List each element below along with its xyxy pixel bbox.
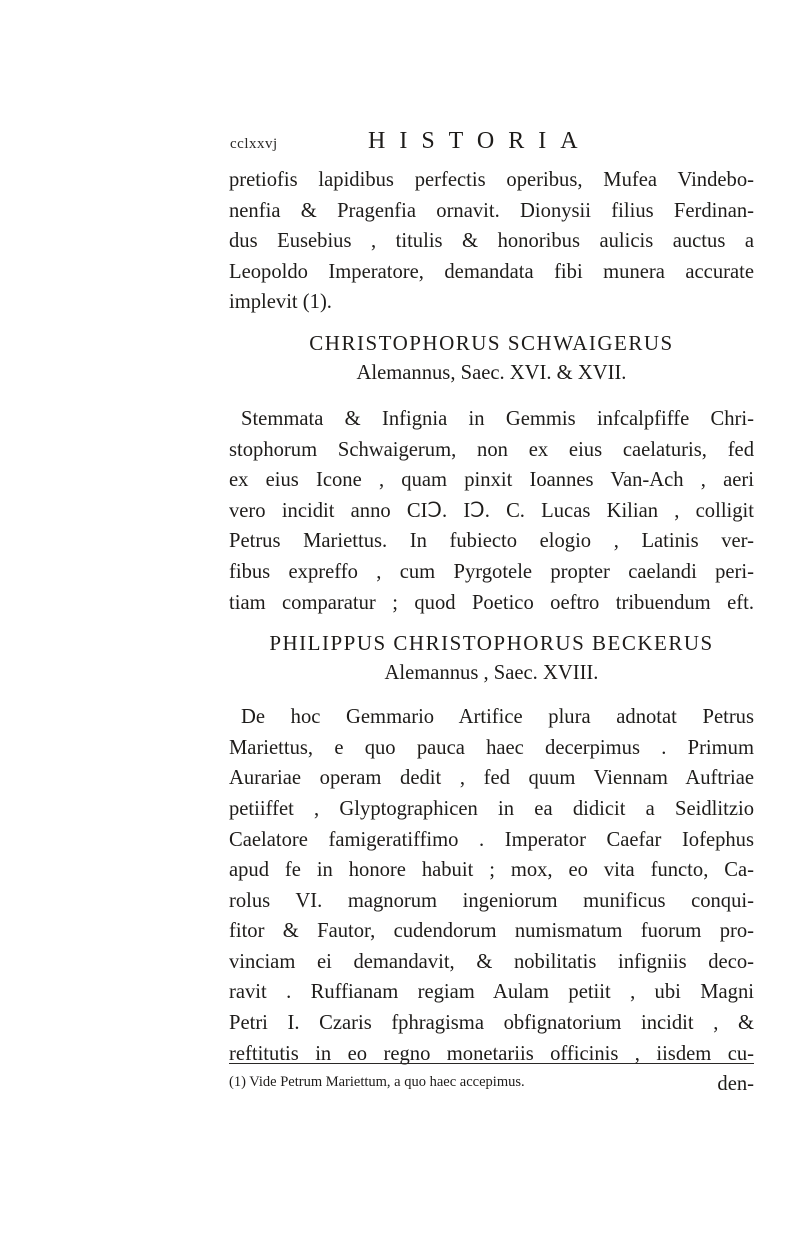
text-line: Caelatore famigeratiffimo . Imperator Caefar Iofephus <box>229 828 754 851</box>
heading-subtitle: Alemannus , Saec. XVIII. <box>384 662 599 685</box>
text-line: ex eius Icone , quam pinxit Ioannes Van-Ach , aeri <box>229 469 754 492</box>
text-line: vero incidit anno CIↃ. IↃ. C. Lucas Kilian , colligit <box>229 499 754 522</box>
text-line: rolus VI. magnorum ingeniorum munificus conqui- <box>229 889 754 912</box>
text-line: Stemmata & Infignia in Gemmis infcalpfiffe Chri- <box>241 407 754 430</box>
text-line: fitor & Fautor, cudendorum numismatum fuorum pro- <box>229 920 754 943</box>
text-line: dus Eusebius , titulis & honoribus aulicis auctus a <box>229 230 754 253</box>
text-line: pretiofis lapidibus perfectis operibus, Mufea Vindebo- <box>229 169 754 191</box>
text-line: Leopoldo Imperatore, demandata fibi munera accurate <box>229 260 754 283</box>
text-line: implevit (1). <box>229 291 332 314</box>
heading-name: CHRISTOPHORUS SCHWAIGERUS <box>309 330 674 355</box>
footnote-rule <box>229 1063 754 1064</box>
text-line: petiiffet , Glyptographicen in ea didicit a Seidlitzio <box>229 797 754 820</box>
text-line: ravit . Ruffianam regiam Aulam petiit , ubi Magni <box>229 981 754 1004</box>
text-line: stophorum Schwaigerum, non ex eius caelaturis, fed <box>229 438 754 461</box>
paragraph-schwaigerus <box>229 404 754 618</box>
main-text <box>229 165 754 1100</box>
section-heading-beckerus <box>229 628 754 688</box>
text-line: De hoc Gemmario Artifice plura adnotat Petrus <box>241 706 754 729</box>
text-line: vinciam ei demandavit, & nobilitatis infigniis deco- <box>229 950 754 973</box>
page-header <box>230 128 750 162</box>
heading-subtitle: Alemannus, Saec. XVI. & XVII. <box>356 361 627 384</box>
text-line: tiam comparatur ; quod Poetico oeftro tribuendum eft. <box>229 591 754 614</box>
catchword: den- <box>717 1073 754 1096</box>
paragraph-beckerus <box>229 702 754 1100</box>
running-title: HISTORIA <box>368 128 592 154</box>
text-line: Petrus Mariettus. In fubiecto elogio , Latinis ver- <box>229 530 754 553</box>
text-line: reftitutis in eo regno monetariis officinis , iisdem cu- <box>229 1042 754 1065</box>
text-line: Mariettus, e quo pauca haec decerpimus . Primum <box>229 736 754 759</box>
section-heading-schwaigerus <box>229 328 754 388</box>
page-number: cclxxvj <box>230 136 278 152</box>
text-line: Aurariae operam dedit , fed quum Viennam Auftriae <box>229 767 754 790</box>
heading-name: PHILIPPUS CHRISTOPHORUS BECKERUS <box>269 631 714 656</box>
footnote: (1) Vide Petrum Mariettum, a quo haec accepimus. <box>229 1074 525 1090</box>
text-line: Petri I. Czaris fphragisma obfignatorium incidit , & <box>229 1012 754 1035</box>
text-line: apud fe in honore habuit ; mox, eo vita functo, Ca- <box>229 859 754 882</box>
text-line: nenfia & Pragenfia ornavit. Dionysii filius Ferdinan- <box>229 199 754 222</box>
paragraph-ferdinandus <box>229 165 754 318</box>
text-line: fibus expreffo , cum Pyrgotele propter caelandi peri- <box>229 560 754 583</box>
